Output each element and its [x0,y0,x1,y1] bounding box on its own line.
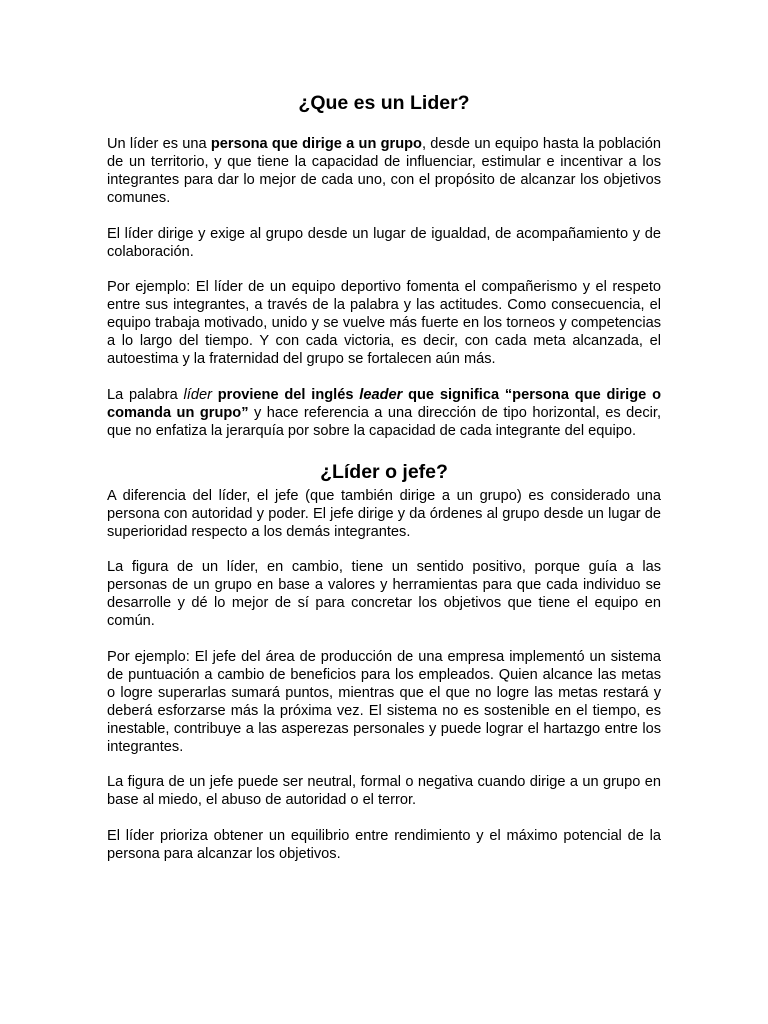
paragraph-leader-etymology [107,387,661,441]
bold-text-run: persona que dirige a un grupo [210,136,422,152]
section-heading: ¿Líder o jefe? [320,460,448,483]
text-run: y hace referencia a una dirección de tipo horizontal, es decir, que no enfatiza la jerarquía por sobre la capacidad de cada integrante del equipo. [107,404,661,439]
bold-italic-text-run [359,387,402,403]
paragraph-leader-definition [107,136,661,208]
italic-text-run: líder [183,386,212,403]
italic-text-run: leader [359,386,403,403]
paragraph-leader-equality: El líder dirige y exige al grupo desde un lugar de igualdad, de acompañamiento y de colaboración. [107,225,661,260]
paragraph-boss-example: Por ejemplo: El jefe del área de producción de una empresa implementó un sistema de puntuación a cambio de beneficios para los empleados. Quien alcance las metas o logre superarlas sumará puntos, mientras que el que no logre las metas restará y deberá esforzarse más la próxima vez. El sistema no es sostenible en el tiempo, es inestable, contribuye a las asperezas personales y puede lograr el hartazgo entre los integrantes. [107,649,661,755]
paragraph-leader-example: Por ejemplo: El líder de un equipo deportivo fomenta el compañerismo y el respeto entre sus integrantes, a través de la palabra y las actitudes. Como consecuencia, el equipo trabaja motivado, unido y se vuelve más fuerte en los torneos y competencias a lo largo del tiempo. Y con cada victoria, es decir, con cada meta alcanzada, el autoestima y la fraternidad del grupo se fortalecen aún más. [107,279,661,368]
paragraph-boss-definition: A diferencia del líder, el jefe (que también dirige a un grupo) es considerado una persona con autoridad y poder. El jefe dirige y da órdenes al grupo desde un lugar de superioridad respecto a los demás integrantes. [107,487,661,540]
bold-text-run: que significa “persona que dirige o comanda un grupo” [107,386,661,421]
text-run: Un líder es una [107,136,211,152]
document-title: ¿Que es un Lider? [298,92,470,114]
paragraph-boss-negative: La figura de un jefe puede ser neutral, formal o negativa cuando dirige a un grupo en base al miedo, el abuso de autoridad o el terror. [107,774,661,809]
bold-text-run: proviene del inglés [211,386,360,403]
text-run: , desde un equipo hasta la población de un territorio, y que tiene la capacidad de influenciar, estimular e incentivar a los integrantes para dar lo mejor de cada uno, con el propósito de alcanzar los objetivos comunes. [107,136,661,206]
paragraph-leader-balance: El líder prioriza obtener un equilibrio entre rendimiento y el máximo potencial de la persona para alcanzar los objetivos. [107,828,661,863]
document-page [107,90,661,864]
text-run: La palabra [107,386,184,403]
paragraph-leader-positive: La figura de un líder, en cambio, tiene un sentido positivo, porque guía a las personas de un grupo en base a valores y herramientas para que cada individuo se desarrolle y dé lo mejor de sí para concretar los objetivos que tiene el equipo en común. [107,559,661,630]
